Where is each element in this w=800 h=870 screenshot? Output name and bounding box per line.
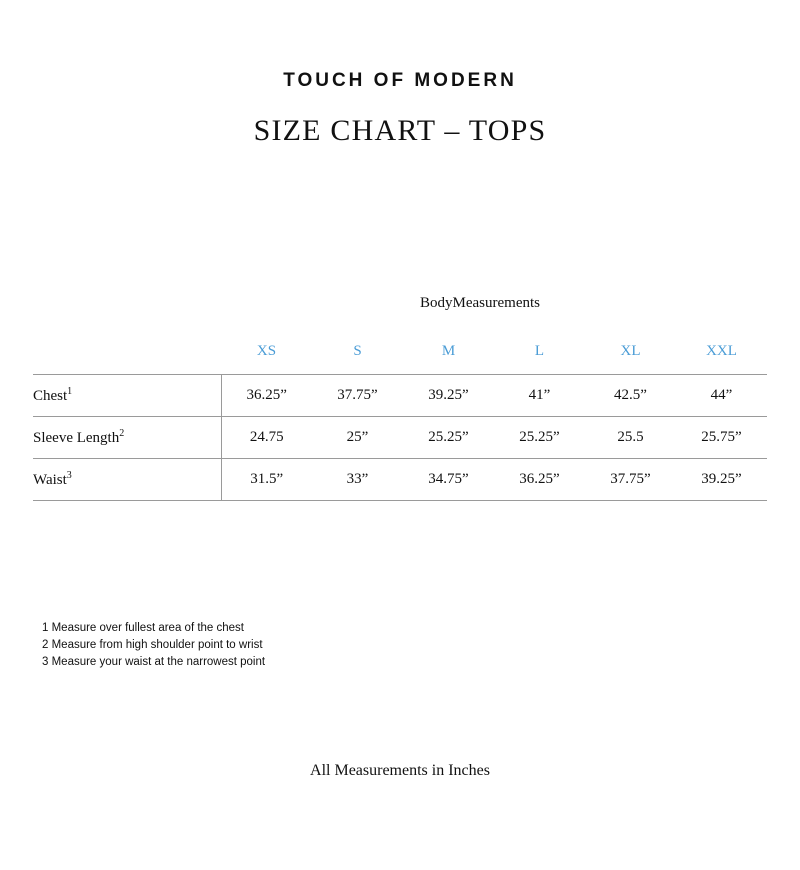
- table-row: [33, 459, 767, 501]
- row-label-chest: [33, 375, 221, 417]
- cell-sleeve-xxl: 25.75”: [676, 417, 767, 459]
- row-label-waist: [33, 459, 221, 501]
- column-header-xxl: XXL: [706, 342, 737, 359]
- column-header-l: L: [534, 342, 545, 359]
- table-header-row: [33, 328, 767, 375]
- cell-sleeve-s: 25”: [312, 417, 403, 459]
- footnote-2: 2 Measure from high shoulder point to wrist: [42, 639, 263, 651]
- cell-chest-xs: 36.25”: [221, 375, 312, 417]
- column-header-xl: XL: [620, 342, 641, 359]
- cell-chest-xl: 42.5”: [585, 375, 676, 417]
- column-header-m: M: [441, 342, 456, 359]
- brand-logo: TOUCH OF MODERN: [283, 70, 517, 91]
- page-title: SIZE CHART – TOPS: [253, 114, 547, 147]
- cell-sleeve-xl: 25.5: [585, 417, 676, 459]
- size-chart-page: [0, 70, 800, 870]
- footnotes: [42, 620, 265, 671]
- table-row: [33, 375, 767, 417]
- table-corner-cell: [33, 328, 221, 375]
- column-header-xs: XS: [256, 342, 277, 359]
- footnote-1: 1 Measure over fullest area of the chest: [42, 622, 244, 634]
- row-label-sleeve-length: [33, 417, 221, 459]
- table-header: [33, 328, 767, 375]
- cell-sleeve-m: 25.25”: [403, 417, 494, 459]
- cell-chest-xxl: 44”: [676, 375, 767, 417]
- cell-waist-xxl: 39.25”: [676, 459, 767, 501]
- units-note: All Measurements in Inches: [310, 762, 490, 779]
- row-footnote-marker: 2: [119, 428, 125, 439]
- cell-sleeve-xs: 24.75: [221, 417, 312, 459]
- footnote-3: 3 Measure your waist at the narrowest point: [42, 656, 266, 668]
- cell-waist-s: 33”: [312, 459, 403, 501]
- row-footnote-marker: 1: [67, 386, 73, 397]
- cell-chest-l: 41”: [494, 375, 585, 417]
- cell-chest-m: 39.25”: [403, 375, 494, 417]
- column-header-s: S: [353, 342, 362, 359]
- cell-waist-xl: 37.75”: [585, 459, 676, 501]
- table-body: [33, 375, 767, 501]
- row-footnote-marker: 3: [66, 470, 72, 481]
- row-label-text: Chest: [33, 388, 68, 404]
- row-label-text: Waist: [33, 472, 67, 488]
- size-chart-table-wrap: [33, 295, 767, 501]
- table-caption: BodyMeasurements: [420, 295, 540, 311]
- size-chart-table: [33, 328, 767, 501]
- cell-chest-s: 37.75”: [312, 375, 403, 417]
- cell-sleeve-l: 25.25”: [494, 417, 585, 459]
- row-label-text: Sleeve Length: [33, 430, 120, 446]
- table-row: [33, 417, 767, 459]
- cell-waist-xs: 31.5”: [221, 459, 312, 501]
- cell-waist-m: 34.75”: [403, 459, 494, 501]
- cell-waist-l: 36.25”: [494, 459, 585, 501]
